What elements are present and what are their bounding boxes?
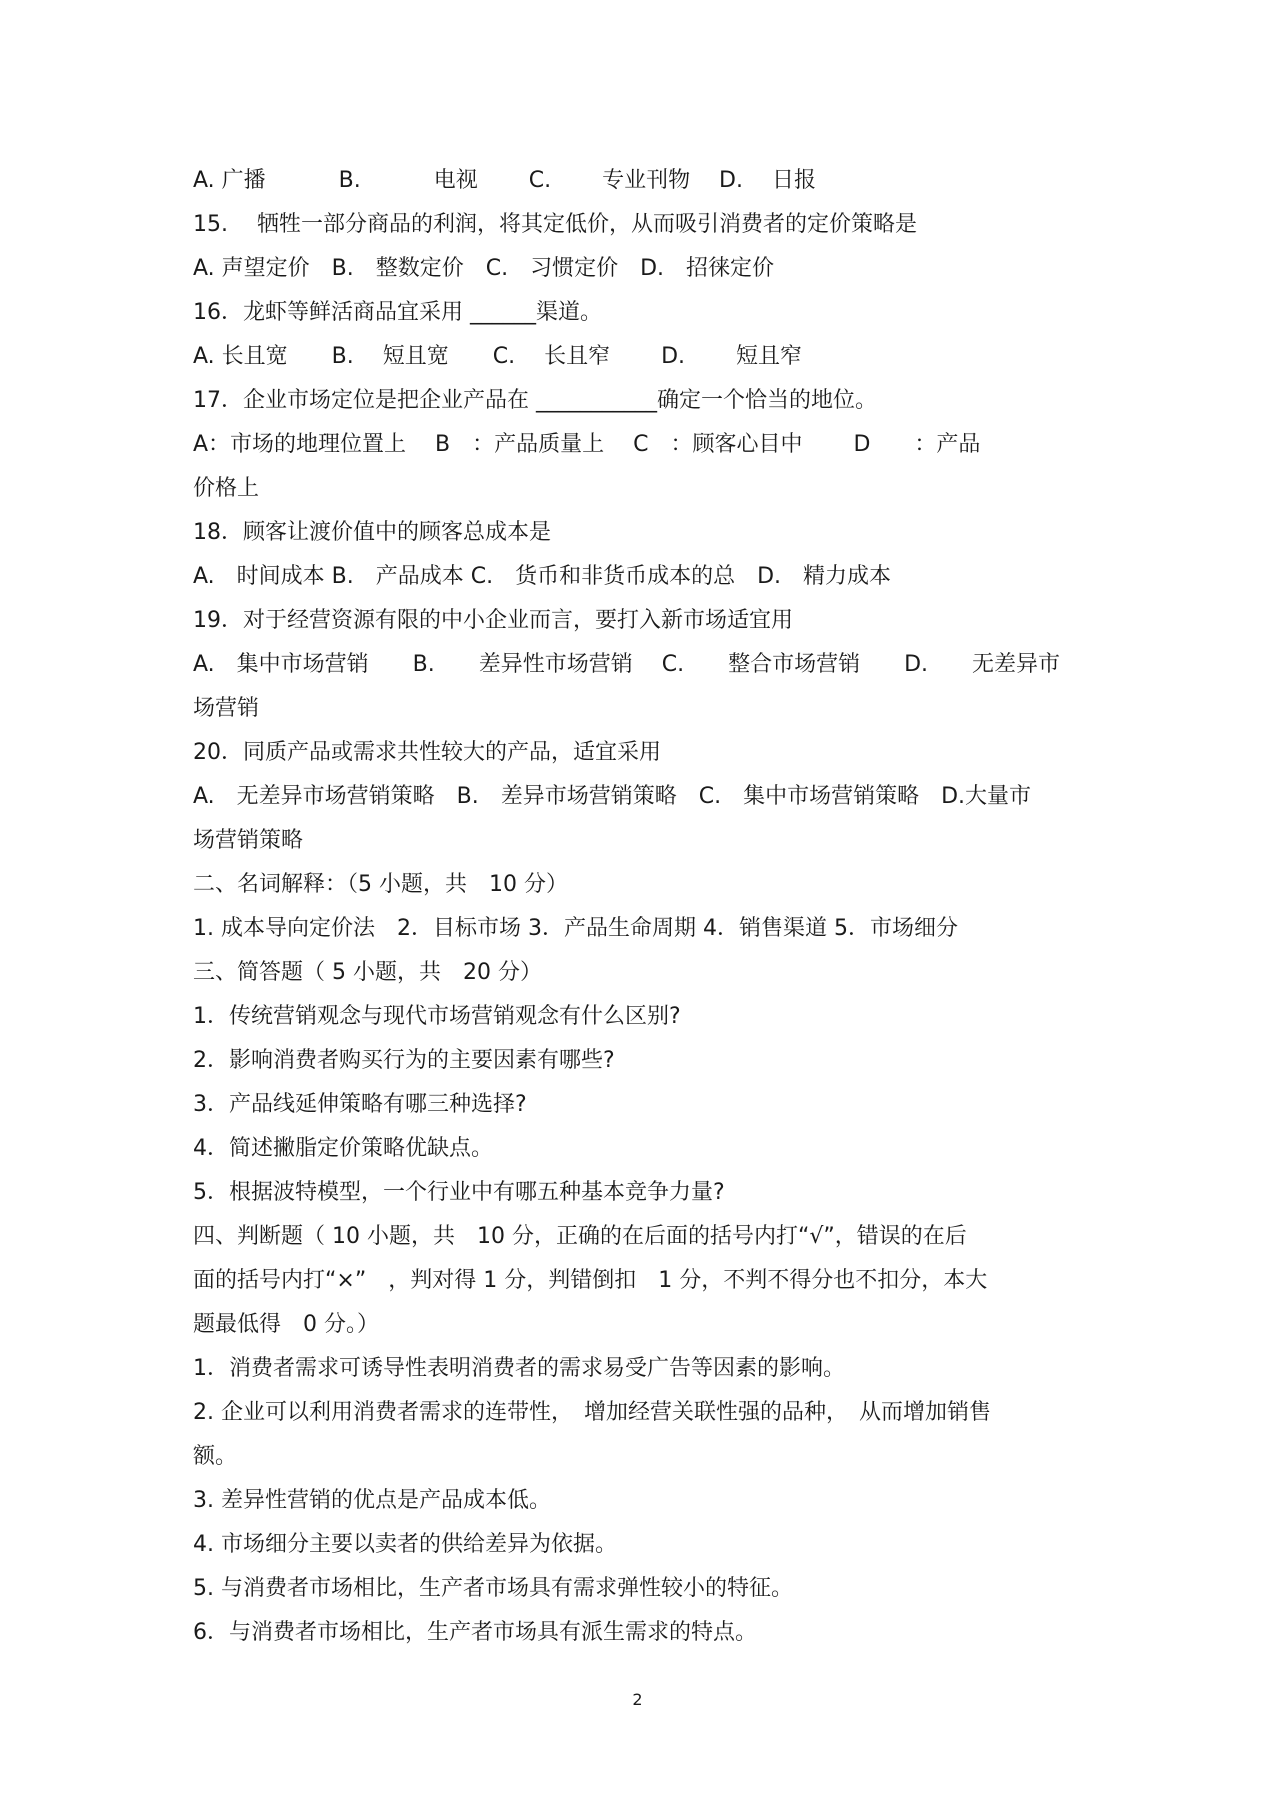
section-heading-continued: 题最低得 0 分。） (193, 1312, 379, 1337)
term-list: 1. 成本导向定价法 2．目标市场 3．产品生命周期 4．销售渠道 5．市场细分 (193, 916, 958, 941)
option-line: A. 集中市场营销 B. 差异性市场营销 C. 整合市场营销 D. 无差异市 (193, 652, 1061, 677)
option-line: A：市场的地理位置上 B ：产品质量上 C ：顾客心目中 D ：产品 (193, 432, 981, 457)
section-heading: 三、简答题（ 5 小题，共 20 分） (193, 960, 542, 985)
page-number: 2 (632, 1690, 643, 1709)
statement-line: 4. 市场细分主要以卖者的供给差异为依据。 (193, 1532, 617, 1557)
option-line-continued: 价格上 (193, 476, 260, 501)
question-line: 15. 牺牲一部分商品的利润，将其定低价，从而吸引消费者的定价策略是 (193, 212, 917, 237)
section-heading: 四、判断题（ 10 小题，共 10 分，正确的在后面的括号内打“√”，错误的在后 (193, 1224, 967, 1249)
question-line: 18．顾客让渡价值中的顾客总成本是 (193, 520, 551, 545)
option-line: A. 无差异市场营销策略 B. 差异市场营销策略 C. 集中市场营销策略 D.大量市 (193, 784, 1032, 809)
question-line: 5．根据波特模型，一个行业中有哪五种基本竞争力量? (193, 1180, 725, 1205)
question-line: 4．简述撇脂定价策略优缺点。 (193, 1136, 493, 1161)
statement-line: 5. 与消费者市场相比，生产者市场具有需求弹性较小的特征。 (193, 1576, 793, 1601)
statement-line: 2. 企业可以利用消费者需求的连带性， 增加经营关联性强的品种， 从而增加销售 (193, 1400, 991, 1425)
question-line: 1．传统营销观念与现代市场营销观念有什么区别? (193, 1004, 681, 1029)
option-line: A. 时间成本 B. 产品成本 C. 货币和非货币成本的总 D. 精力成本 (193, 564, 892, 589)
option-line: A. 长且宽 B. 短且宽 C. 长且窄 D. 短且窄 (193, 344, 802, 369)
option-line: A. 广播 B. 电视 C. 专业刊物 D. 日报 (193, 168, 816, 193)
question-line: 2．影响消费者购买行为的主要因素有哪些? (193, 1048, 615, 1073)
statement-line-continued: 额。 (193, 1444, 238, 1469)
question-line: 3．产品线延伸策略有哪三种选择? (193, 1092, 527, 1117)
question-line: 16．龙虾等鲜活商品宜采用 ______渠道。 (193, 300, 602, 325)
option-line-continued: 场营销策略 (193, 828, 304, 853)
option-line-continued: 场营销 (193, 696, 260, 721)
question-line: 19．对于经营资源有限的中小企业而言，要打入新市场适宜用 (193, 608, 793, 633)
statement-line: 6．与消费者市场相比，生产者市场具有派生需求的特点。 (193, 1620, 757, 1645)
option-line: A. 声望定价 B. 整数定价 C. 习惯定价 D. 招徕定价 (193, 256, 775, 281)
question-line: 20．同质产品或需求共性较大的产品，适宜采用 (193, 740, 661, 765)
section-heading: 二、名词解释：（5 小题，共 10 分） (193, 872, 568, 897)
section-heading-continued: 面的括号内打“×” ，判对得 1 分，判错倒扣 1 分，不判不得分也不扣分，本大 (193, 1268, 988, 1293)
statement-line: 3. 差异性营销的优点是产品成本低。 (193, 1488, 551, 1513)
question-line: 17．企业市场定位是把企业产品在 ___________确定一个恰当的地位。 (193, 388, 877, 413)
statement-line: 1．消费者需求可诱导性表明消费者的需求易受广告等因素的影响。 (193, 1356, 845, 1381)
